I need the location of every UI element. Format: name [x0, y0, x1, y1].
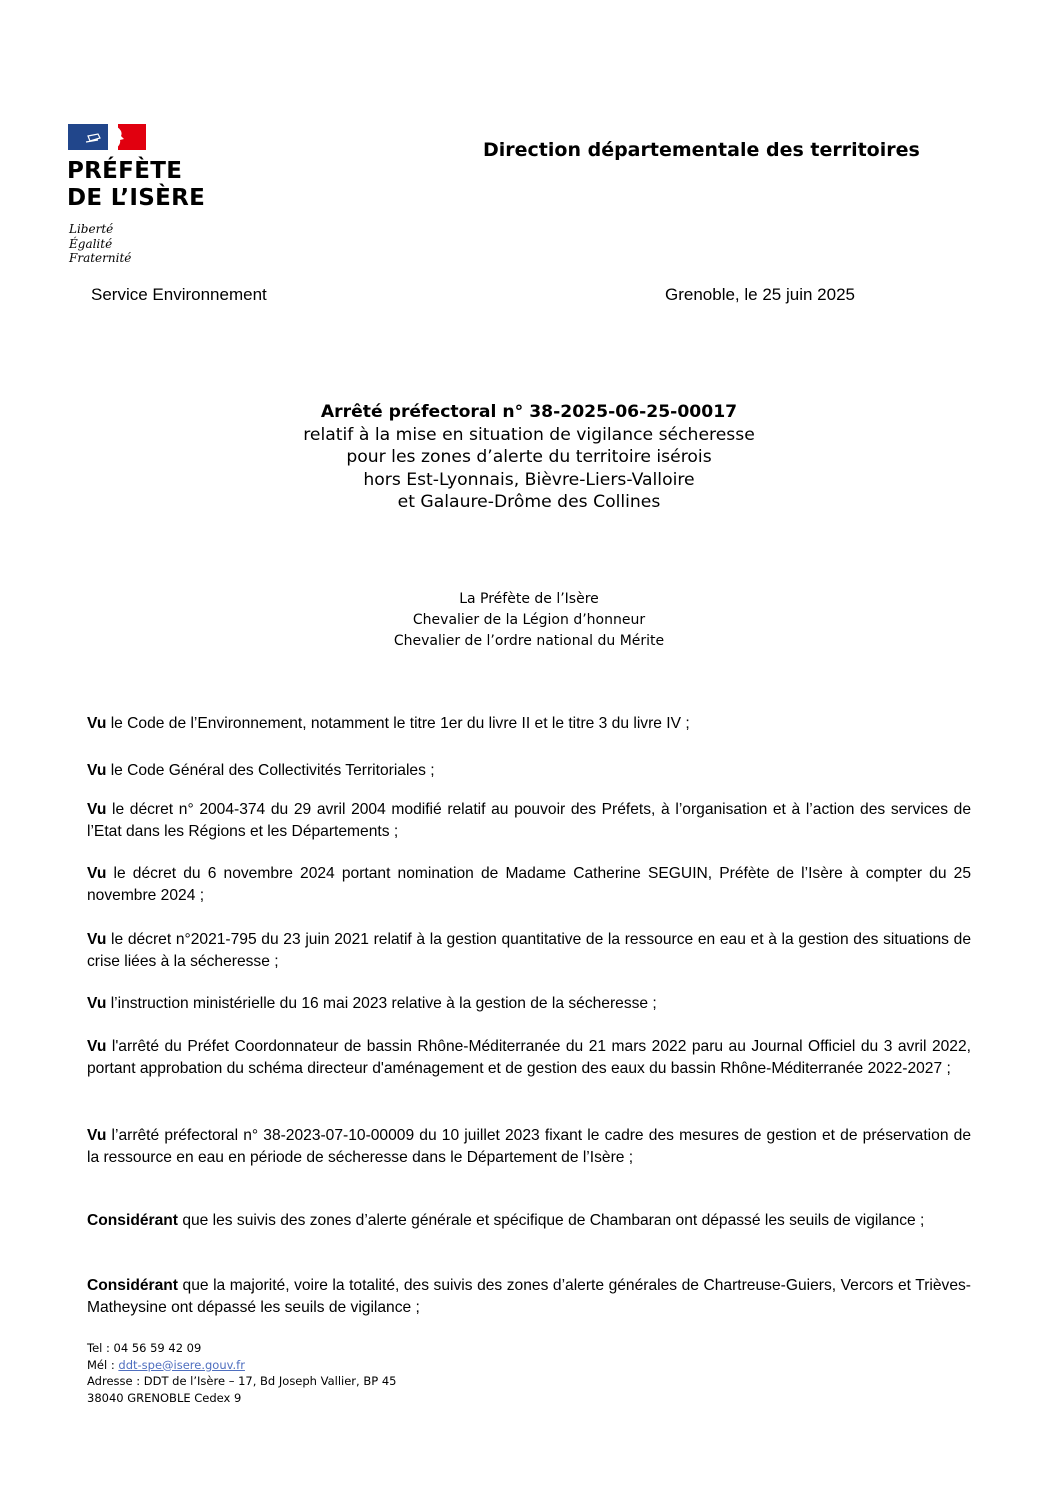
decree-subject-line: et Galaure-Drôme des Collines [397, 492, 661, 512]
considerant-item [87, 1275, 971, 1319]
visa-item [87, 799, 971, 843]
logo-title-line1: PRÉFÈTE [67, 158, 183, 184]
decree-subject-line: pour les zones d’alerte du territoire isérois [346, 447, 712, 467]
visa-text: l'arrêté du Préfet Coordonnateur de bassin Rhône-Méditerranée du 21 mars 2022 paru au Journal Officiel du 3 avril 2022, portant approbation du schéma directeur d'aménagement et de gestion des eaux du bassin Rhône-Méditerranée 2022-2027 ; [87, 1038, 971, 1077]
visa-lead: Vu [87, 865, 107, 882]
visa-item [87, 760, 971, 782]
considerant-lead: Considérant [87, 1212, 178, 1229]
visa-lead: Vu [87, 1038, 107, 1055]
decree-number: Arrêté préfectoral n° 38-2025-06-25-00017 [320, 402, 738, 422]
visa-item [87, 993, 971, 1015]
footer-mail-label: Mél : [87, 1357, 119, 1372]
visa-item [87, 863, 971, 907]
footer-mail-line [87, 1357, 396, 1374]
decree-title [0, 401, 1058, 514]
visa-lead: Vu [87, 1127, 107, 1144]
considerant-item [87, 1210, 971, 1232]
decree-subject-line: hors Est-Lyonnais, Bièvre-Liers-Valloire [363, 469, 695, 490]
service-name: Service Environnement [91, 285, 267, 304]
motto-fraternite: Fraternité [69, 251, 132, 265]
direction-heading: Direction départementale des territoires [483, 139, 920, 161]
decree-subject-line: relatif à la mise en situation de vigilance sécheresse [303, 424, 755, 445]
prefete-honour: Chevalier de la Légion d’honneur [412, 612, 646, 628]
visa-lead: Vu [87, 715, 107, 732]
visa-text: l’arrêté préfectoral n° 38-2023-07-10-00009 du 10 juillet 2023 fixant le cadre des mesures de gestion et de préservation de la ressource en eau en période de sécheresse dans le Département de l’Isère ; [87, 1127, 971, 1166]
motto-liberte: Liberté [69, 222, 114, 236]
considerant-text: que les suivis des zones d’alerte générale et spécifique de Chambaran ont dépassé les seuils de vigilance ; [177, 1212, 925, 1229]
visa-item [87, 1036, 971, 1080]
footer-mail-link[interactable]: ddt-spe@isere.gouv.fr [118, 1357, 245, 1372]
contact-footer [87, 1340, 396, 1406]
visa-text: le Code de l’Environnement, notamment le titre 1er du livre II et le titre 3 du livre IV ; [106, 715, 690, 732]
footer-address: Adresse : DDT de l’Isère – 17, Bd Joseph Vallier, BP 45 [87, 1374, 397, 1388]
visa-item [87, 713, 971, 735]
visa-text: le décret du 6 novembre 2024 portant nomination de Madame Catherine SEGUIN, Préfète de l’Isère à compter du 25 novembre 2024 ; [87, 865, 971, 904]
visa-item [87, 1125, 971, 1169]
prefete-block [0, 589, 1058, 652]
considerant-lead: Considérant [87, 1277, 178, 1294]
republic-motto [69, 222, 131, 266]
place-date: Grenoble, le 25 juin 2025 [665, 285, 855, 304]
prefete-name: La Préfète de l’Isère [459, 591, 599, 607]
visa-lead: Vu [87, 762, 107, 779]
visa-lead: Vu [87, 995, 107, 1012]
prefete-honour: Chevalier de l’ordre national du Mérite [393, 633, 665, 649]
visa-text: le décret n°2021-795 du 23 juin 2021 relatif à la gestion quantitative de la ressource en eau et à la gestion des situations de crise liées à la sécheresse ; [87, 931, 971, 970]
footer-tel: Tel : 04 56 59 42 09 [87, 1341, 202, 1355]
logo-title [67, 158, 205, 212]
visa-text: le Code Général des Collectivités Territoriales ; [106, 762, 435, 779]
visa-item [87, 929, 971, 973]
visa-lead: Vu [87, 931, 107, 948]
visa-text: l’instruction ministérielle du 16 mai 2023 relative à la gestion de la sécheresse ; [106, 995, 657, 1012]
logo-title-line2: DE L’ISÈRE [67, 185, 206, 211]
footer-city: 38040 GRENOBLE Cedex 9 [87, 1390, 242, 1405]
visa-lead: Vu [87, 801, 107, 818]
visa-text: le décret n° 2004-374 du 29 avril 2004 modifié relatif au pouvoir des Préfets, à l’organisation et à l’action des services de l’Etat dans les Régions et les Départements ; [87, 801, 971, 840]
motto-egalite: Égalité [69, 236, 113, 251]
marianne-flag-icon [68, 124, 146, 150]
considerant-text: que la majorité, voire la totalité, des suivis des zones d’alerte générales de Chartreuse-Guiers, Vercors et Trièves-Matheysine ont dépassé les seuils de vigilance ; [87, 1277, 971, 1316]
